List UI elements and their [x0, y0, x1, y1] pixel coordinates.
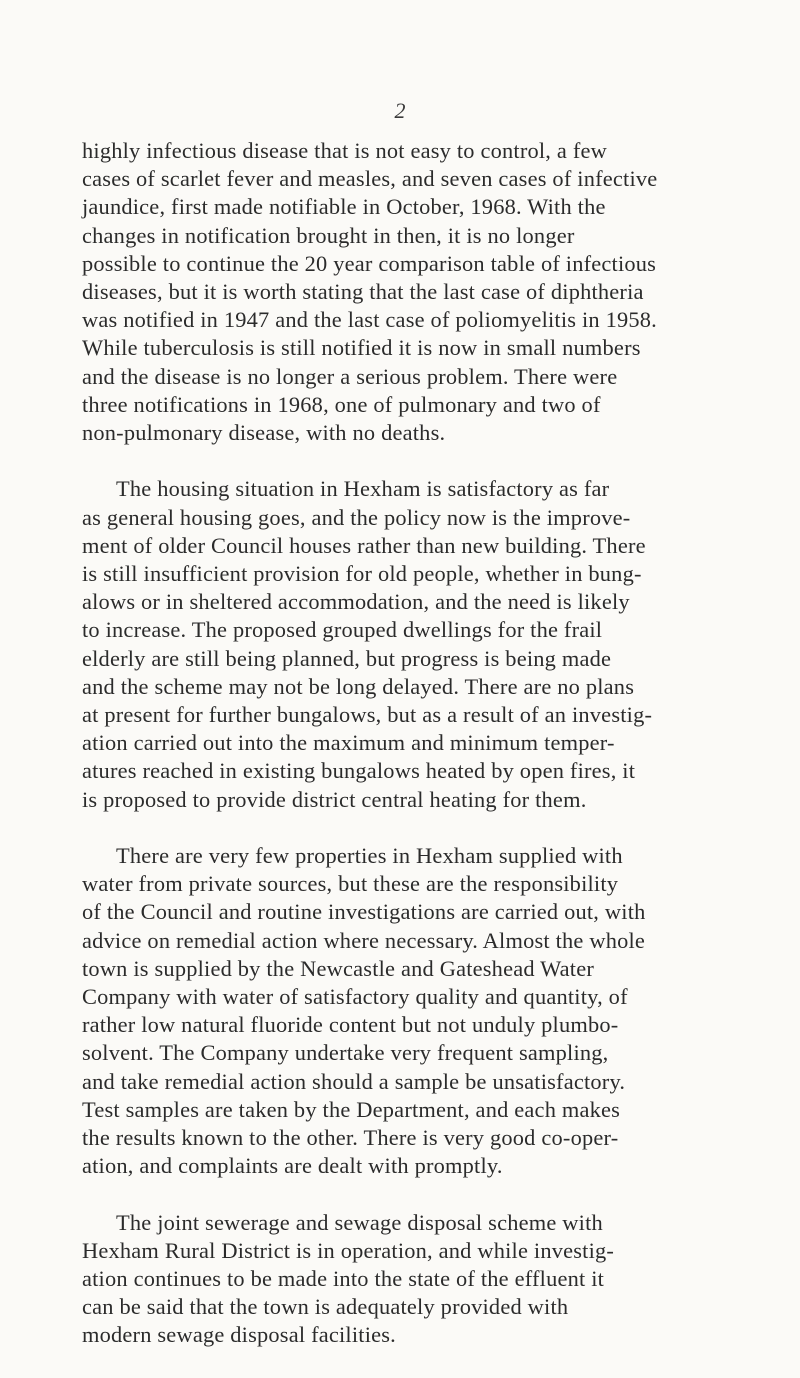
text-line: to increase. The proposed grouped dwellings for the frail — [82, 617, 603, 643]
text-line: the results known to the other. There is very good co-oper- — [82, 1125, 619, 1151]
body-text — [82, 137, 788, 1378]
text-line: of the Council and routine investigations are carried out, with — [82, 899, 646, 925]
text-line: While tuberculosis is still notified it is now in small numbers — [82, 335, 641, 361]
text-line: There are very few properties in Hexham supplied with — [116, 843, 623, 869]
text-line: ation continues to be made into the state of the effluent it — [82, 1266, 605, 1292]
paragraph-sewage — [82, 1209, 788, 1350]
text-line: diseases, but it is worth stating that the last case of diphtheria — [82, 279, 644, 305]
text-line: and take remedial action should a sample be unsatisfactory. — [82, 1068, 626, 1094]
text-line: was notified in 1947 and the last case of poliomyelitis in 1958. — [82, 307, 657, 333]
text-line: modern sewage disposal facilities. — [82, 1322, 396, 1348]
text-line: The joint sewerage and sewage disposal scheme with — [116, 1209, 603, 1235]
text-line: three notifications in 1968, one of pulmonary and two of — [82, 391, 601, 417]
text-line: Hexham Rural District is in operation, and while investig- — [82, 1237, 615, 1263]
text-line: is proposed to provide district central heating for them. — [82, 786, 587, 812]
text-line: rather low natural fluoride content but not unduly plumbo- — [82, 1012, 619, 1038]
text-line: ment of older Council houses rather than new building. There — [82, 532, 646, 558]
text-line: atures reached in existing bungalows heated by open fires, it — [82, 758, 636, 784]
text-line: town is supplied by the Newcastle and Gateshead Water — [82, 955, 595, 981]
text-line: ation carried out into the maximum and minimum temper- — [82, 730, 615, 756]
paragraph-infectious-disease — [82, 137, 788, 447]
text-line: as general housing goes, and the policy now is the improve- — [82, 504, 631, 530]
text-line: advice on remedial action where necessary. Almost the whole — [82, 927, 646, 953]
text-line: water from private sources, but these are the responsibility — [82, 871, 619, 897]
text-line: elderly are still being planned, but progress is being made — [82, 645, 612, 671]
paragraph-water-supply — [82, 842, 788, 1180]
text-line: Company with water of satisfactory quality and quantity, of — [82, 984, 628, 1010]
text-line: at present for further bungalows, but as a result of an investig- — [82, 702, 653, 728]
text-line: ation, and complaints are dealt with promptly. — [82, 1153, 503, 1179]
paragraph-housing — [82, 475, 788, 813]
text-line: alows or in sheltered accommodation, and the need is likely — [82, 589, 630, 615]
text-line: non-pulmonary disease, with no deaths. — [82, 420, 446, 446]
text-line: The housing situation in Hexham is satisfactory as far — [116, 476, 610, 502]
text-line: changes in notification brought in then, it is no longer — [82, 222, 575, 248]
text-line: jaundice, first made notifiable in October, 1968. With the — [82, 194, 606, 220]
text-line: and the disease is no longer a serious problem. There were — [82, 363, 618, 389]
text-line: can be said that the town is adequately provided with — [82, 1294, 569, 1320]
page-number: 2 — [394, 98, 406, 123]
text-line: possible to continue the 20 year comparison table of infectious — [82, 250, 657, 276]
text-line: highly infectious disease that is not easy to control, a few — [82, 138, 607, 163]
text-line: cases of scarlet fever and measles, and seven cases of infective — [82, 166, 658, 192]
text-line: Test samples are taken by the Department, and each makes — [82, 1096, 621, 1122]
text-line: solvent. The Company undertake very frequent sampling, — [82, 1040, 609, 1066]
text-line: and the scheme may not be long delayed. There are no plans — [82, 673, 635, 699]
text-line: is still insufficient provision for old people, whether in bung- — [82, 561, 642, 587]
